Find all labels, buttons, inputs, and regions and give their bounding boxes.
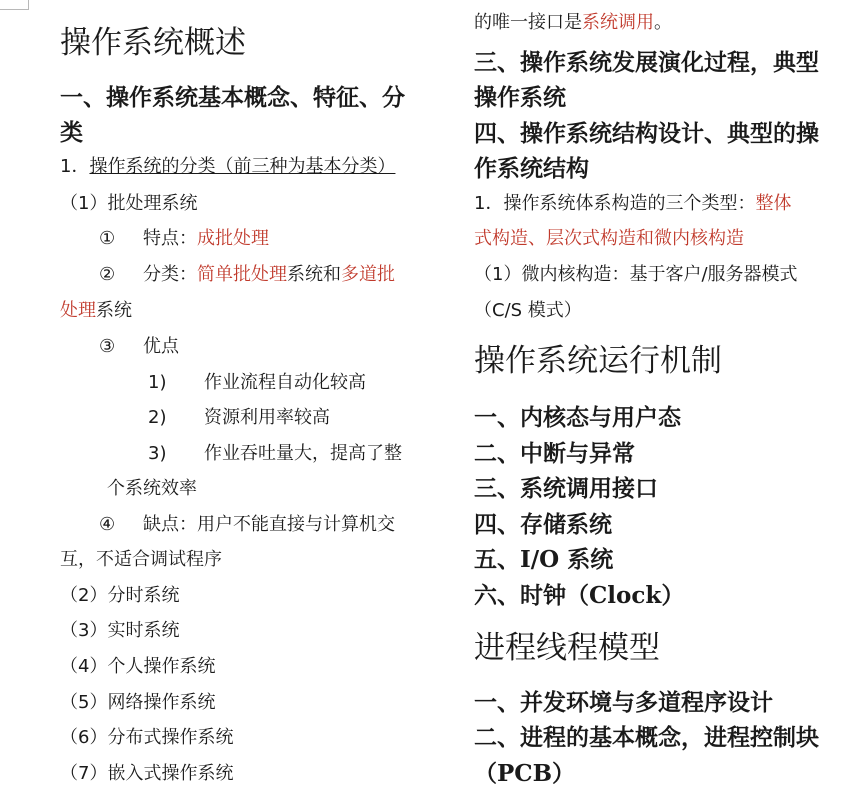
section-title-structure-cont: 作系统结构 <box>474 155 589 182</box>
item-os-classification <box>60 158 395 176</box>
advantage-item <box>148 374 366 392</box>
process-item: 二、进程的基本概念，进程控制块 <box>474 724 819 751</box>
mechanism-item: 三、系统调用接口 <box>474 475 658 502</box>
advantage-item <box>148 409 330 427</box>
mechanism-item: 一、内核态与用户态 <box>474 404 681 431</box>
advantage-number: 3) <box>148 443 167 464</box>
mechanism-item: 四、存储系统 <box>474 511 612 538</box>
system-type-item: （4）个人操作系统 <box>60 656 216 677</box>
mechanism-item: 五、I/O 系统 <box>474 546 614 573</box>
section-title-evolution-cont: 操作系统 <box>474 84 566 111</box>
advantage-item <box>148 445 402 463</box>
class-mid-text: 系统和 <box>287 264 341 285</box>
chapter-title-process-thread: 进程线程模型 <box>474 630 660 666</box>
section-title-structure: 四、操作系统结构设计、典型的操 <box>474 120 819 147</box>
microkernel-line: （1）微内核构造：基于客户/服务器模式 <box>474 264 798 285</box>
batch-feature-line <box>99 230 269 248</box>
class-value-multi-batch: 多道批 <box>341 264 395 285</box>
structure-types-prefix: 操作系统体系构造的三个类型： <box>503 193 756 214</box>
structure-types-highlight-cont: 式构造、层次式构造和微内核构造 <box>474 228 744 249</box>
class-label: 分类： <box>143 264 197 285</box>
interface-prefix: 的唯一接口是 <box>474 12 582 33</box>
section-title-basic-concepts-cont: 类 <box>60 119 83 146</box>
circled-number: ② <box>99 264 116 285</box>
process-item-cont: （PCB） <box>474 760 576 787</box>
circled-number: ① <box>99 228 116 249</box>
structure-types-line <box>474 195 791 213</box>
advantages-label: 优点 <box>143 336 179 357</box>
class-value-simple-batch: 简单批处理 <box>197 264 287 285</box>
advantage-item-cont: 个系统效率 <box>107 478 197 499</box>
item-os-classification-text: 操作系统的分类（前三种为基本分类） <box>89 156 396 177</box>
section-title-evolution: 三、操作系统发展演化过程，典型 <box>474 49 819 76</box>
batch-class-line <box>99 266 395 284</box>
batch-class-line-cont <box>60 302 132 320</box>
circled-number: ④ <box>99 514 116 535</box>
advantage-number: 2) <box>148 407 167 428</box>
advantage-text: 作业吞吐量大，提高了整 <box>204 443 402 464</box>
item-number: 1． <box>60 156 90 177</box>
feature-value: 成批处理 <box>197 228 269 249</box>
batch-disadvantages-cont: 互，不适合调试程序 <box>60 549 222 570</box>
system-type-item: （6）分布式操作系统 <box>60 727 234 748</box>
feature-label: 特点： <box>143 228 197 249</box>
batch-disadvantages-line <box>99 516 395 534</box>
system-call-highlight: 系统调用 <box>582 12 654 33</box>
circled-number: ③ <box>99 336 116 357</box>
system-type-item: （2）分时系统 <box>60 585 180 606</box>
class-tail-text: 系统 <box>96 300 132 321</box>
process-item: 一、并发环境与多道程序设计 <box>474 689 773 716</box>
section-title-basic-concepts: 一、操作系统基本概念、特征、分 <box>60 84 405 111</box>
class-value-multi-batch-cont: 处理 <box>60 300 96 321</box>
page-corner-mark <box>0 0 29 10</box>
system-type-item: （5）网络操作系统 <box>60 692 216 713</box>
advantage-text: 资源利用率较高 <box>204 407 330 428</box>
advantage-text: 作业流程自动化较高 <box>204 372 366 393</box>
batch-system-title: （1）批处理系统 <box>60 193 198 214</box>
system-type-item: （3）实时系统 <box>60 620 180 641</box>
interface-continuation-line <box>474 14 672 32</box>
microkernel-line-cont: （C/S 模式） <box>474 300 582 321</box>
mechanism-item: 六、时钟（Clock） <box>474 582 685 609</box>
system-type-item: （7）嵌入式操作系统 <box>60 763 234 784</box>
interface-suffix: 。 <box>654 12 672 33</box>
chapter-title-os-mechanism: 操作系统运行机制 <box>474 343 722 379</box>
batch-advantages-title <box>99 338 179 356</box>
item-number: 1． <box>474 193 504 214</box>
mechanism-item: 二、中断与异常 <box>474 440 635 467</box>
chapter-title-os-overview: 操作系统概述 <box>60 25 246 61</box>
structure-types-highlight: 整体 <box>755 193 792 214</box>
disadvantages-text: 缺点：用户不能直接与计算机交 <box>143 514 395 535</box>
advantage-number: 1) <box>148 372 167 393</box>
